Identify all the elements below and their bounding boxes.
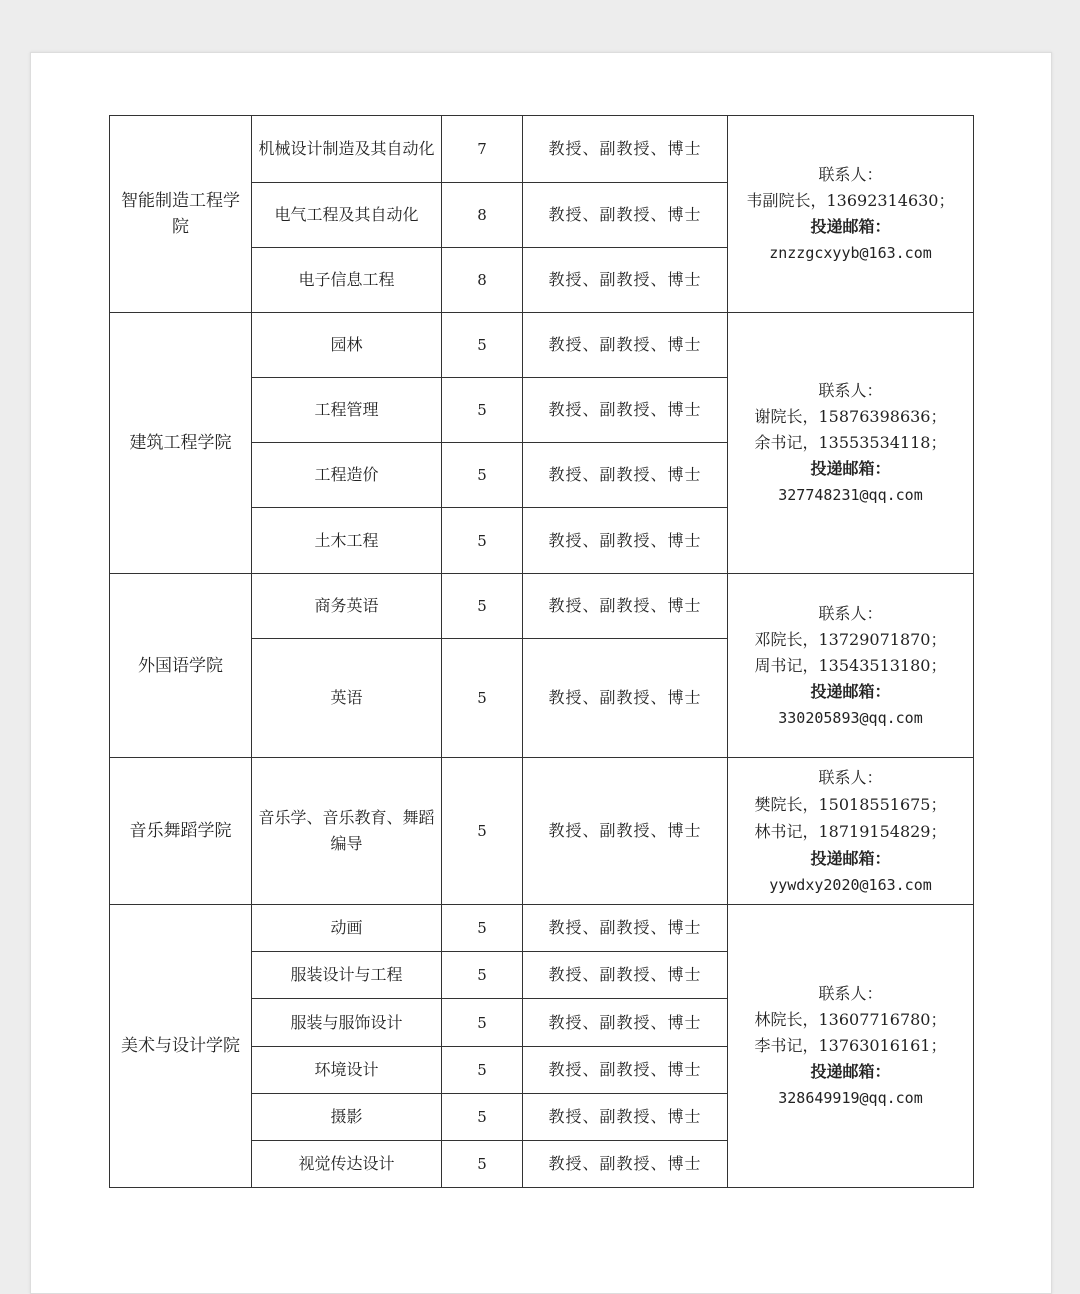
position-count: 5 — [442, 574, 523, 639]
college-name: 外国语学院 — [110, 574, 252, 758]
position-count: 7 — [442, 116, 523, 183]
contact-person: 余书记，13553534118； — [754, 433, 947, 452]
table-row — [110, 116, 974, 183]
table-row — [110, 313, 974, 378]
major-name: 商务英语 — [252, 574, 442, 639]
position-count: 5 — [442, 639, 523, 758]
contact-info — [728, 313, 974, 574]
major-name: 电子信息工程 — [252, 248, 442, 313]
title-requirement: 教授、副教授、博士 — [523, 183, 728, 248]
major-name: 摄影 — [252, 1094, 442, 1141]
title-requirement: 教授、副教授、博士 — [523, 905, 728, 952]
position-count: 5 — [442, 313, 523, 378]
title-requirement: 教授、副教授、博士 — [523, 1047, 728, 1094]
college-name: 美术与设计学院 — [110, 905, 252, 1188]
contact-email: yywdxy2020@163.com — [769, 875, 932, 894]
title-requirement: 教授、副教授、博士 — [523, 508, 728, 574]
table-row — [110, 905, 974, 952]
mailbox-label: 投递邮箱： — [810, 848, 891, 868]
position-count: 5 — [442, 1047, 523, 1094]
contact-person: 谢院长，15876398636； — [754, 407, 947, 426]
title-requirement: 教授、副教授、博士 — [523, 999, 728, 1047]
major-name: 服装设计与工程 — [252, 952, 442, 999]
contact-info — [728, 116, 974, 313]
contact-person: 韦副院长，13692314630； — [746, 191, 955, 210]
mailbox-label: 投递邮箱： — [810, 681, 891, 701]
major-name: 土木工程 — [252, 508, 442, 574]
contact-person: 周书记，13543513180； — [754, 655, 947, 675]
major-name: 电气工程及其自动化 — [252, 183, 442, 248]
document-page — [30, 52, 1052, 1294]
major-name: 服装与服饰设计 — [252, 999, 442, 1047]
major-name: 视觉传达设计 — [252, 1141, 442, 1188]
contact-email: 328649919@qq.com — [778, 1089, 923, 1107]
position-count: 5 — [442, 758, 523, 905]
major-name: 园林 — [252, 313, 442, 378]
title-requirement: 教授、副教授、博士 — [523, 443, 728, 508]
major-name: 环境设计 — [252, 1047, 442, 1094]
position-count: 5 — [442, 999, 523, 1047]
contact-person: 李书记，13763016161； — [754, 1036, 947, 1055]
college-name: 建筑工程学院 — [110, 313, 252, 574]
major-name: 工程管理 — [252, 378, 442, 443]
table-row — [110, 574, 974, 639]
contact-email: 327748231@qq.com — [778, 486, 923, 504]
position-count: 8 — [442, 248, 523, 313]
mailbox-label: 投递邮箱： — [810, 459, 891, 478]
title-requirement: 教授、副教授、博士 — [523, 639, 728, 758]
contact-info — [728, 905, 974, 1188]
mailbox-label: 投递邮箱： — [810, 217, 891, 236]
contact-info — [728, 758, 974, 905]
college-name: 音乐舞蹈学院 — [110, 758, 252, 905]
contact-person: 林院长，13607716780； — [754, 1010, 947, 1029]
position-count: 5 — [442, 1141, 523, 1188]
title-requirement: 教授、副教授、博士 — [523, 758, 728, 905]
position-count: 5 — [442, 905, 523, 952]
contact-person: 樊院长，15018551675； — [754, 794, 947, 814]
title-requirement: 教授、副教授、博士 — [523, 1094, 728, 1141]
major-name: 动画 — [252, 905, 442, 952]
position-count: 5 — [442, 443, 523, 508]
college-name: 智能制造工程学院 — [110, 116, 252, 313]
mailbox-label: 投递邮箱： — [810, 1062, 891, 1081]
title-requirement: 教授、副教授、博士 — [523, 574, 728, 639]
title-requirement: 教授、副教授、博士 — [523, 313, 728, 378]
position-count: 8 — [442, 183, 523, 248]
contact-person: 林书记，18719154829； — [754, 821, 947, 841]
contact-email: znzzgcxyyb@163.com — [769, 244, 932, 262]
title-requirement: 教授、副教授、博士 — [523, 248, 728, 313]
title-requirement: 教授、副教授、博士 — [523, 116, 728, 183]
contact-label: 联系人： — [818, 381, 883, 400]
position-count: 5 — [442, 1094, 523, 1141]
major-name: 音乐学、音乐教育、舞蹈编导 — [252, 758, 442, 905]
contact-label: 联系人： — [818, 603, 883, 623]
table-row — [110, 758, 974, 905]
position-count: 5 — [442, 508, 523, 574]
title-requirement: 教授、副教授、博士 — [523, 378, 728, 443]
contact-person: 邓院长，13729071870； — [754, 629, 947, 649]
contact-label: 联系人： — [818, 984, 883, 1003]
major-name: 工程造价 — [252, 443, 442, 508]
title-requirement: 教授、副教授、博士 — [523, 952, 728, 999]
recruitment-table — [109, 115, 974, 1188]
position-count: 5 — [442, 378, 523, 443]
major-name: 机械设计制造及其自动化 — [252, 116, 442, 183]
major-name: 英语 — [252, 639, 442, 758]
contact-label: 联系人： — [818, 767, 883, 787]
contact-label: 联系人： — [818, 165, 883, 184]
contact-email: 330205893@qq.com — [778, 708, 923, 727]
title-requirement: 教授、副教授、博士 — [523, 1141, 728, 1188]
position-count: 5 — [442, 952, 523, 999]
contact-info — [728, 574, 974, 758]
